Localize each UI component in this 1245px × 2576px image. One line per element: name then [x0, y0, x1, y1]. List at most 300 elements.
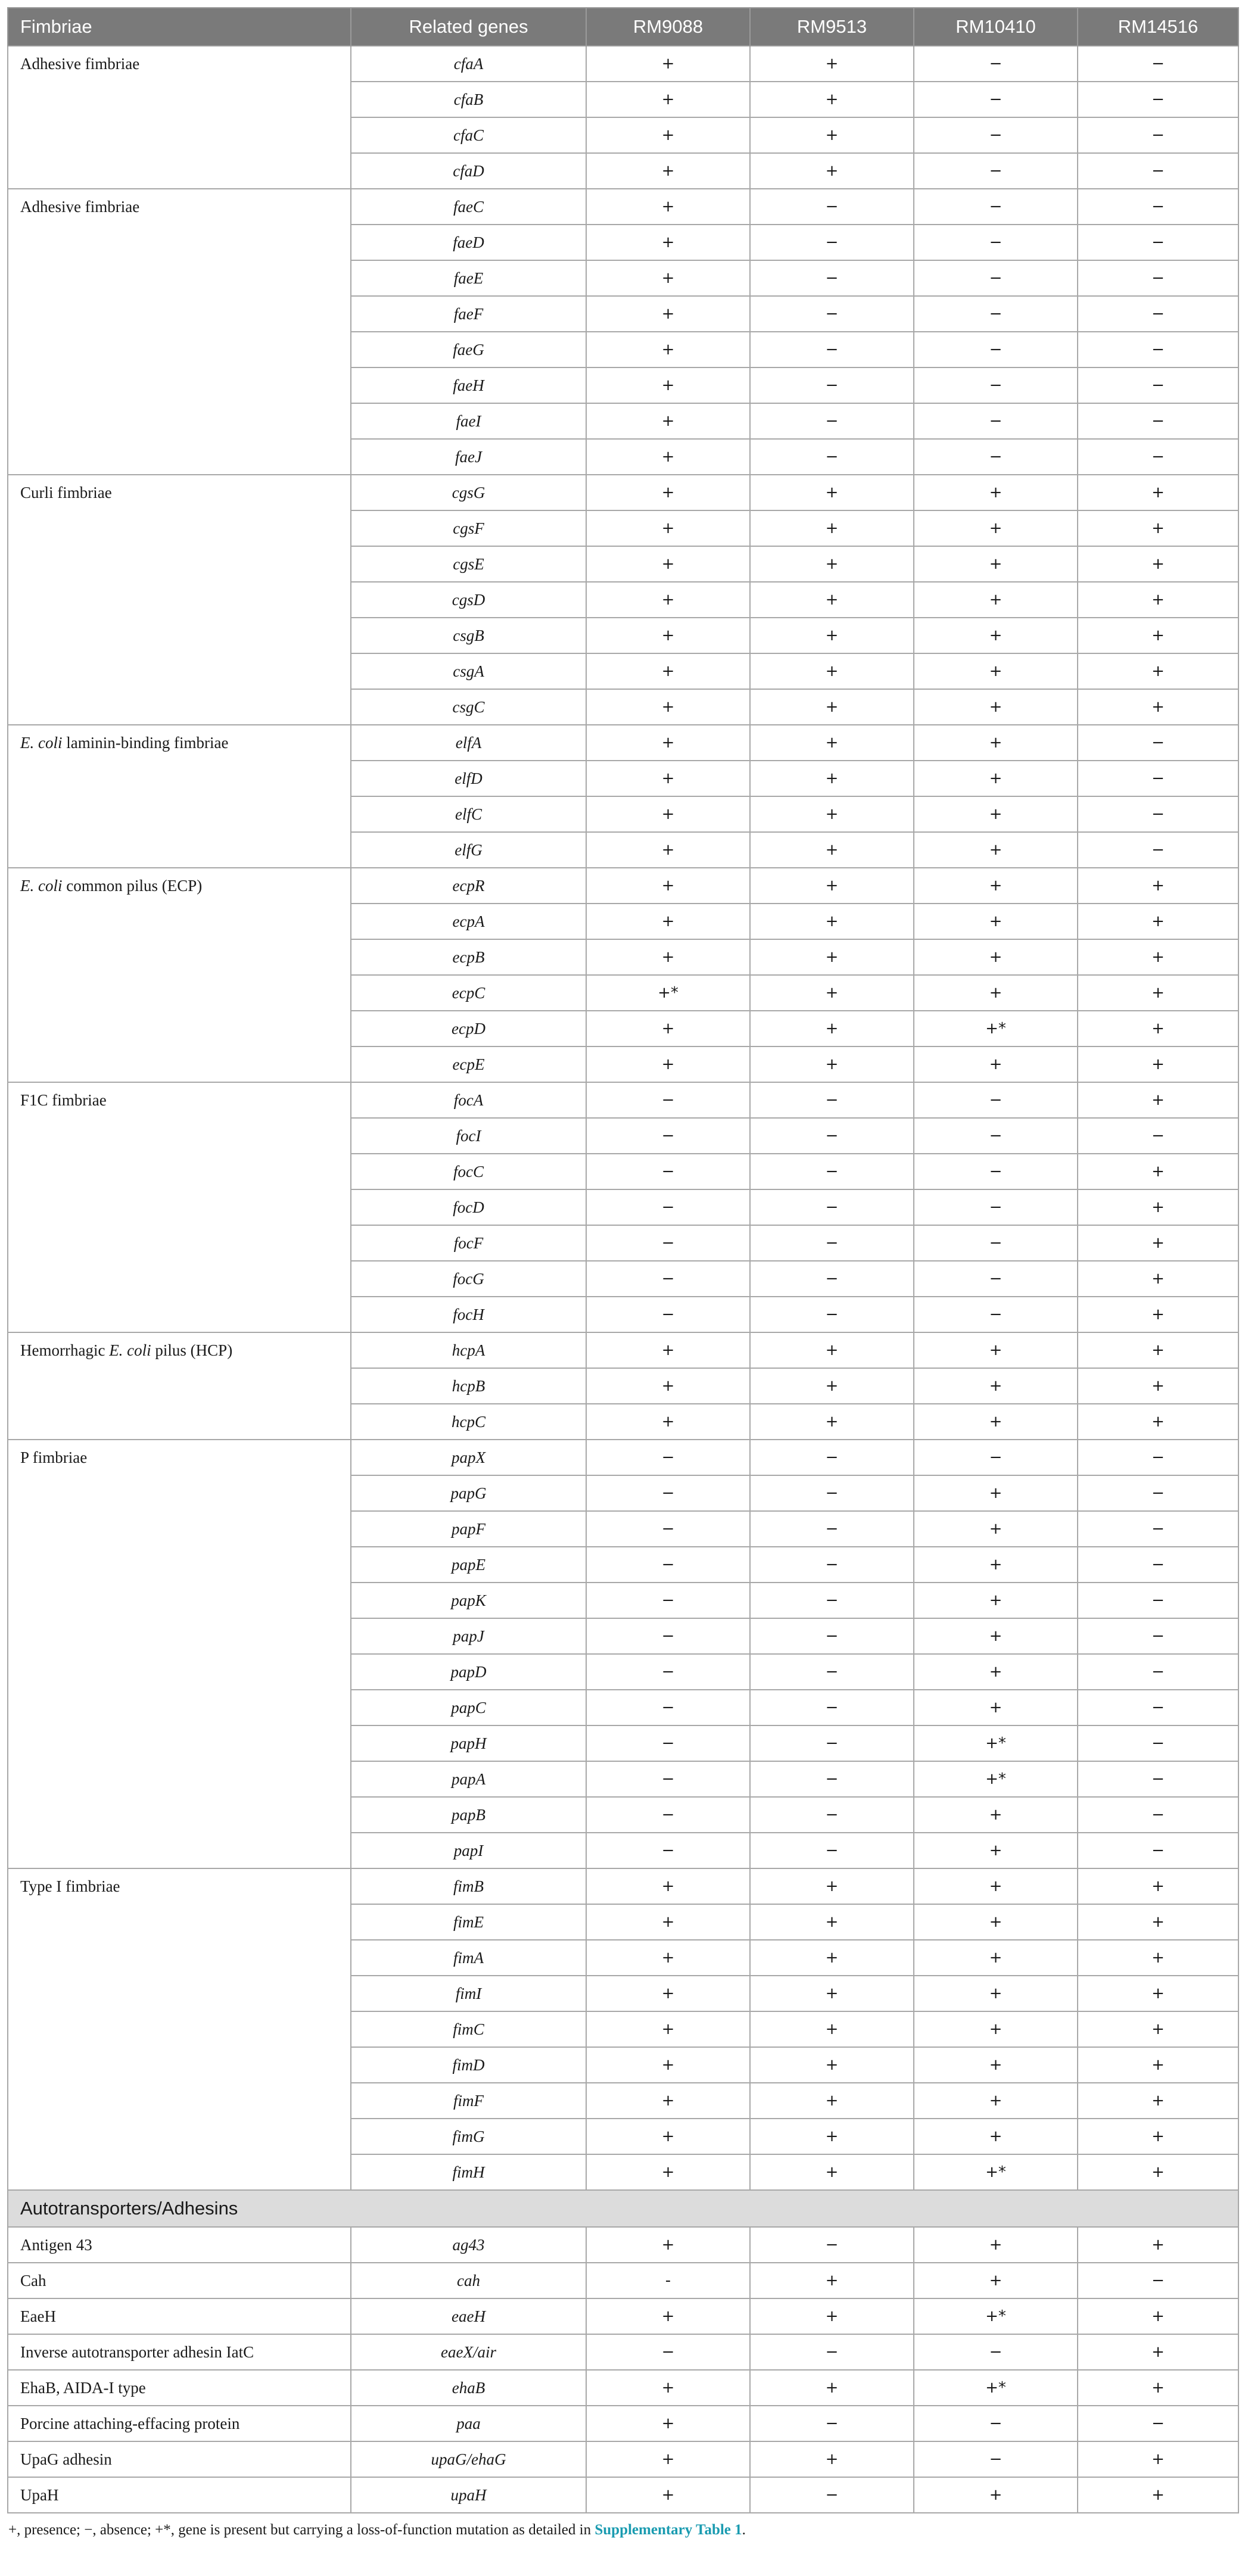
gene-name: ag43 [351, 2227, 586, 2263]
presence-cell: − [750, 2334, 914, 2370]
presence-cell: + [750, 82, 914, 117]
presence-cell: + [750, 1904, 914, 1940]
presence-cell: + [914, 1046, 1078, 1082]
presence-cell: + [586, 189, 750, 225]
presence-cell: + [1078, 2154, 1238, 2190]
gene-name: paa [351, 2406, 586, 2441]
gene-name: papG [351, 1475, 586, 1511]
presence-cell: + [1078, 1082, 1238, 1118]
fimbriae-table [7, 7, 1239, 2513]
fimbriae-category [8, 189, 351, 475]
presence-cell: − [586, 1654, 750, 1690]
presence-cell: + [586, 225, 750, 260]
gene-name: cfaA [351, 46, 586, 82]
adhesin-name: EhaB, AIDA-I type [8, 2370, 351, 2406]
gene-name: hcpC [351, 1404, 586, 1440]
presence-cell: + [1078, 653, 1238, 689]
presence-cell: + [586, 2227, 750, 2263]
gene-name: papC [351, 1690, 586, 1725]
gene-name: ehaB [351, 2370, 586, 2406]
presence-cell: +* [914, 1761, 1078, 1797]
footnote [7, 2522, 1238, 2538]
presence-cell: − [1078, 2406, 1238, 2441]
presence-cell: − [586, 1297, 750, 1332]
presence-cell: + [750, 117, 914, 153]
table-container [7, 7, 1238, 2538]
supplementary-table-link[interactable]: Supplementary Table 1 [595, 2522, 742, 2538]
gene-name: cah [351, 2263, 586, 2298]
presence-cell: − [750, 1690, 914, 1725]
presence-cell: + [914, 975, 1078, 1011]
presence-cell: + [586, 2406, 750, 2441]
presence-cell: + [750, 1368, 914, 1404]
presence-cell: − [914, 1154, 1078, 1189]
presence-cell: − [750, 1618, 914, 1654]
gene-name: cgsE [351, 546, 586, 582]
presence-cell: − [750, 1797, 914, 1833]
presence-cell: + [914, 1690, 1078, 1725]
gene-name: papJ [351, 1618, 586, 1654]
presence-cell: + [914, 2047, 1078, 2083]
presence-cell: − [750, 189, 914, 225]
presence-cell: + [1078, 1046, 1238, 1082]
presence-cell: + [1078, 868, 1238, 904]
presence-cell: + [914, 1404, 1078, 1440]
category-prefix: Hemorrhagic [20, 1341, 110, 1359]
presence-cell: + [1078, 1368, 1238, 1404]
presence-cell: − [750, 439, 914, 475]
category-name: Adhesive fimbriae [20, 198, 140, 216]
presence-cell: + [586, 296, 750, 332]
presence-cell: − [1078, 117, 1238, 153]
gene-name: fimC [351, 2011, 586, 2047]
table-row [8, 2227, 1238, 2263]
category-name: Curli fimbriae [20, 484, 112, 502]
presence-cell: + [750, 868, 914, 904]
gene-name: focH [351, 1297, 586, 1332]
presence-cell: − [750, 1154, 914, 1189]
presence-cell: − [586, 1082, 750, 1118]
presence-cell: + [586, 796, 750, 832]
category-name: laminin-binding fimbriae [62, 734, 229, 752]
category-name: common pilus (ECP) [62, 877, 203, 895]
presence-cell: − [750, 260, 914, 296]
presence-cell: − [750, 367, 914, 403]
presence-cell: + [750, 1332, 914, 1368]
presence-cell: − [586, 1761, 750, 1797]
presence-cell: + [586, 2011, 750, 2047]
presence-cell: − [586, 1547, 750, 1583]
presence-cell: + [914, 1868, 1078, 1904]
table-row [8, 2263, 1238, 2298]
presence-cell: − [914, 153, 1078, 189]
presence-cell: + [586, 2370, 750, 2406]
gene-name: hcpB [351, 1368, 586, 1404]
gene-name: focF [351, 1225, 586, 1261]
presence-cell: + [750, 904, 914, 939]
presence-cell: − [1078, 225, 1238, 260]
presence-cell: + [1078, 2011, 1238, 2047]
presence-cell: + [914, 1976, 1078, 2011]
presence-cell: + [914, 904, 1078, 939]
presence-cell: + [750, 2370, 914, 2406]
gene-name: papB [351, 1797, 586, 1833]
presence-cell: − [1078, 153, 1238, 189]
gene-name: csgB [351, 618, 586, 653]
presence-cell: + [586, 1904, 750, 1940]
presence-cell: − [586, 1833, 750, 1868]
presence-cell: − [586, 1225, 750, 1261]
presence-cell: + [1078, 1904, 1238, 1940]
gene-name: csgC [351, 689, 586, 725]
gene-name: faeD [351, 225, 586, 260]
presence-cell: + [586, 475, 750, 510]
presence-cell: − [1078, 1618, 1238, 1654]
gene-name: papH [351, 1725, 586, 1761]
presence-cell: + [750, 939, 914, 975]
presence-cell: − [586, 1261, 750, 1297]
presence-cell: + [914, 868, 1078, 904]
presence-cell: +* [914, 1011, 1078, 1046]
presence-cell: − [586, 1154, 750, 1189]
presence-cell: + [586, 1011, 750, 1046]
table-header [8, 8, 1238, 46]
presence-cell: − [750, 1725, 914, 1761]
gene-name: cgsD [351, 582, 586, 618]
presence-cell: − [914, 225, 1078, 260]
presence-cell: + [586, 546, 750, 582]
category-species: E. coli [20, 877, 63, 895]
presence-cell: + [750, 2154, 914, 2190]
presence-cell: − [914, 46, 1078, 82]
presence-cell: + [914, 653, 1078, 689]
adhesin-name: Cah [8, 2263, 351, 2298]
presence-cell: +* [914, 2370, 1078, 2406]
table-row [8, 1332, 1238, 1368]
gene-name: focC [351, 1154, 586, 1189]
presence-cell: + [914, 582, 1078, 618]
presence-cell: − [1078, 1440, 1238, 1475]
presence-cell: + [750, 618, 914, 653]
presence-cell: + [914, 2227, 1078, 2263]
header-strain: RM9088 [586, 8, 750, 46]
presence-cell: + [586, 1976, 750, 2011]
table-row [8, 2477, 1238, 2513]
presence-cell: + [914, 1583, 1078, 1618]
gene-name: cfaC [351, 117, 586, 153]
presence-cell: − [914, 1440, 1078, 1475]
presence-cell: − [750, 1440, 914, 1475]
table-row [8, 475, 1238, 510]
presence-cell: + [586, 939, 750, 975]
presence-cell: − [586, 1440, 750, 1475]
presence-cell: − [1078, 296, 1238, 332]
presence-cell: + [1078, 1297, 1238, 1332]
gene-name: fimI [351, 1976, 586, 2011]
presence-cell: + [1078, 1189, 1238, 1225]
gene-name: focA [351, 1082, 586, 1118]
presence-cell: + [914, 1940, 1078, 1976]
gene-name: cgsF [351, 510, 586, 546]
presence-cell: + [1078, 2083, 1238, 2119]
presence-cell: + [750, 582, 914, 618]
presence-cell: − [1078, 82, 1238, 117]
presence-cell: − [1078, 1833, 1238, 1868]
presence-cell: − [586, 1118, 750, 1154]
presence-cell: − [1078, 260, 1238, 296]
gene-name: fimA [351, 1940, 586, 1976]
adhesin-name: UpaG adhesin [8, 2441, 351, 2477]
presence-cell: + [914, 1904, 1078, 1940]
presence-cell: + [914, 761, 1078, 796]
gene-name: fimE [351, 1904, 586, 1940]
presence-cell: + [1078, 582, 1238, 618]
presence-cell: − [914, 2334, 1078, 2370]
gene-name: papE [351, 1547, 586, 1583]
gene-name: fimD [351, 2047, 586, 2083]
presence-cell: − [1078, 1654, 1238, 1690]
presence-cell: + [1078, 618, 1238, 653]
presence-cell: + [914, 618, 1078, 653]
gene-name: ecpR [351, 868, 586, 904]
presence-cell: + [914, 1511, 1078, 1547]
header-related-genes: Related genes [351, 8, 586, 46]
presence-cell: + [586, 367, 750, 403]
gene-name: ecpB [351, 939, 586, 975]
header-strain: RM10410 [914, 8, 1078, 46]
presence-cell: − [1078, 1797, 1238, 1833]
table-row [8, 189, 1238, 225]
presence-cell: − [750, 1475, 914, 1511]
presence-cell: + [914, 1368, 1078, 1404]
table-row [8, 1082, 1238, 1118]
presence-cell: + [586, 1046, 750, 1082]
gene-name: papD [351, 1654, 586, 1690]
adhesin-name: EaeH [8, 2298, 351, 2334]
presence-cell: − [750, 1297, 914, 1332]
category-species: E. coli [109, 1341, 151, 1359]
presence-cell: − [750, 332, 914, 367]
gene-name: elfC [351, 796, 586, 832]
presence-cell: − [586, 1189, 750, 1225]
gene-name: papK [351, 1583, 586, 1618]
presence-cell: + [1078, 2119, 1238, 2154]
presence-cell: − [1078, 439, 1238, 475]
gene-name: ecpD [351, 1011, 586, 1046]
presence-cell: + [1078, 1404, 1238, 1440]
presence-cell: + [750, 832, 914, 868]
presence-cell: − [914, 1118, 1078, 1154]
presence-cell: − [1078, 1118, 1238, 1154]
presence-cell: + [586, 904, 750, 939]
presence-cell: − [1078, 832, 1238, 868]
presence-cell: − [914, 403, 1078, 439]
presence-cell: + [586, 439, 750, 475]
table-row [8, 2334, 1238, 2370]
adhesin-name: UpaH [8, 2477, 351, 2513]
presence-cell: + [750, 689, 914, 725]
fimbriae-category [8, 1868, 351, 2190]
section-header-row [8, 2190, 1238, 2227]
presence-cell: + [750, 761, 914, 796]
presence-cell: − [750, 1261, 914, 1297]
footnote-text: +, presence; −, absence; +*, gene is present but carrying a loss-of-function mutation as detailed in [8, 2522, 595, 2538]
presence-cell: + [914, 475, 1078, 510]
table-row [8, 1440, 1238, 1475]
presence-cell: − [914, 2441, 1078, 2477]
category-name: P fimbriae [20, 1449, 88, 1466]
presence-cell: + [1078, 1011, 1238, 1046]
gene-name: focD [351, 1189, 586, 1225]
gene-name: ecpC [351, 975, 586, 1011]
presence-cell: + [586, 832, 750, 868]
presence-cell: − [914, 2406, 1078, 2441]
presence-cell: + [750, 2119, 914, 2154]
table-row [8, 2370, 1238, 2406]
presence-cell: + [1078, 1868, 1238, 1904]
presence-cell: + [586, 332, 750, 367]
header-fimbriae: Fimbriae [8, 8, 351, 46]
presence-cell: − [1078, 189, 1238, 225]
fimbriae-category [8, 1082, 351, 1332]
presence-cell: + [1078, 2334, 1238, 2370]
header-strain: RM14516 [1078, 8, 1238, 46]
presence-cell: − [586, 1618, 750, 1654]
gene-name: faeG [351, 332, 586, 367]
presence-cell: + [914, 1833, 1078, 1868]
presence-cell: + [1078, 2477, 1238, 2513]
table-row [8, 46, 1238, 82]
presence-cell: + [1078, 939, 1238, 975]
presence-cell: − [914, 117, 1078, 153]
header-strain: RM9513 [750, 8, 914, 46]
presence-cell: − [750, 296, 914, 332]
presence-cell: − [1078, 367, 1238, 403]
presence-cell: + [750, 1940, 914, 1976]
presence-cell: − [586, 1797, 750, 1833]
table-row [8, 2298, 1238, 2334]
presence-cell: + [586, 117, 750, 153]
gene-name: papF [351, 1511, 586, 1547]
presence-cell: − [750, 2227, 914, 2263]
presence-cell: + [586, 2477, 750, 2513]
presence-cell: − [750, 225, 914, 260]
presence-cell: − [914, 189, 1078, 225]
presence-cell: − [914, 260, 1078, 296]
presence-cell: − [750, 1082, 914, 1118]
presence-cell: − [914, 439, 1078, 475]
presence-cell: + [750, 1404, 914, 1440]
presence-cell: + [586, 2119, 750, 2154]
presence-cell: + [586, 761, 750, 796]
presence-cell: + [586, 653, 750, 689]
presence-cell: − [1078, 1511, 1238, 1547]
presence-cell: + [1078, 2441, 1238, 2477]
presence-cell: + [914, 689, 1078, 725]
section-title: Autotransporters/Adhesins [8, 2190, 1238, 2227]
presence-cell: + [1078, 1225, 1238, 1261]
presence-cell: − [1078, 1761, 1238, 1797]
gene-name: papA [351, 1761, 586, 1797]
presence-cell: − [914, 1082, 1078, 1118]
gene-name: faeE [351, 260, 586, 296]
presence-cell: + [750, 653, 914, 689]
presence-cell: + [586, 510, 750, 546]
presence-cell: − [1078, 1547, 1238, 1583]
presence-cell: + [1078, 1261, 1238, 1297]
presence-cell: + [750, 1868, 914, 1904]
gene-name: cgsG [351, 475, 586, 510]
presence-cell: + [586, 1868, 750, 1904]
presence-cell: + [586, 2083, 750, 2119]
presence-cell: + [914, 2119, 1078, 2154]
presence-cell: − [914, 1225, 1078, 1261]
presence-cell: − [914, 1189, 1078, 1225]
presence-cell: + [914, 796, 1078, 832]
presence-cell: + [586, 2441, 750, 2477]
presence-cell: − [750, 1583, 914, 1618]
presence-cell: − [750, 2477, 914, 2513]
presence-cell: + [586, 618, 750, 653]
presence-cell: + [914, 832, 1078, 868]
presence-cell: + [750, 510, 914, 546]
presence-cell: − [1078, 1690, 1238, 1725]
presence-cell: − [1078, 761, 1238, 796]
presence-cell: + [914, 2011, 1078, 2047]
presence-cell: + [1078, 689, 1238, 725]
gene-name: hcpA [351, 1332, 586, 1368]
presence-cell: + [914, 2263, 1078, 2298]
presence-cell: − [914, 332, 1078, 367]
presence-cell: − [750, 1189, 914, 1225]
gene-name: faeI [351, 403, 586, 439]
presence-cell: + [750, 2298, 914, 2334]
presence-cell: + [1078, 1332, 1238, 1368]
gene-name: upaG/ehaG [351, 2441, 586, 2477]
presence-cell: +* [914, 1725, 1078, 1761]
table-row [8, 1868, 1238, 1904]
presence-cell: − [750, 1511, 914, 1547]
gene-name: focG [351, 1261, 586, 1297]
presence-cell: − [750, 1654, 914, 1690]
gene-name: faeC [351, 189, 586, 225]
presence-cell: − [1078, 1725, 1238, 1761]
gene-name: elfG [351, 832, 586, 868]
presence-cell: − [586, 1511, 750, 1547]
presence-cell: + [586, 725, 750, 761]
presence-cell: + [586, 2298, 750, 2334]
gene-name: ecpA [351, 904, 586, 939]
presence-cell: + [586, 82, 750, 117]
presence-cell: +* [914, 2154, 1078, 2190]
gene-name: elfD [351, 761, 586, 796]
gene-name: cfaD [351, 153, 586, 189]
presence-cell: + [750, 1011, 914, 1046]
presence-cell: − [586, 2334, 750, 2370]
presence-cell: + [586, 153, 750, 189]
gene-name: fimB [351, 1868, 586, 1904]
presence-cell: + [1078, 2370, 1238, 2406]
presence-cell: + [586, 689, 750, 725]
gene-name: papI [351, 1833, 586, 1868]
presence-cell: − [750, 1761, 914, 1797]
presence-cell: + [750, 153, 914, 189]
presence-cell: + [914, 1547, 1078, 1583]
presence-cell: + [914, 2477, 1078, 2513]
presence-cell: + [750, 796, 914, 832]
gene-name: fimF [351, 2083, 586, 2119]
table-row [8, 2441, 1238, 2477]
